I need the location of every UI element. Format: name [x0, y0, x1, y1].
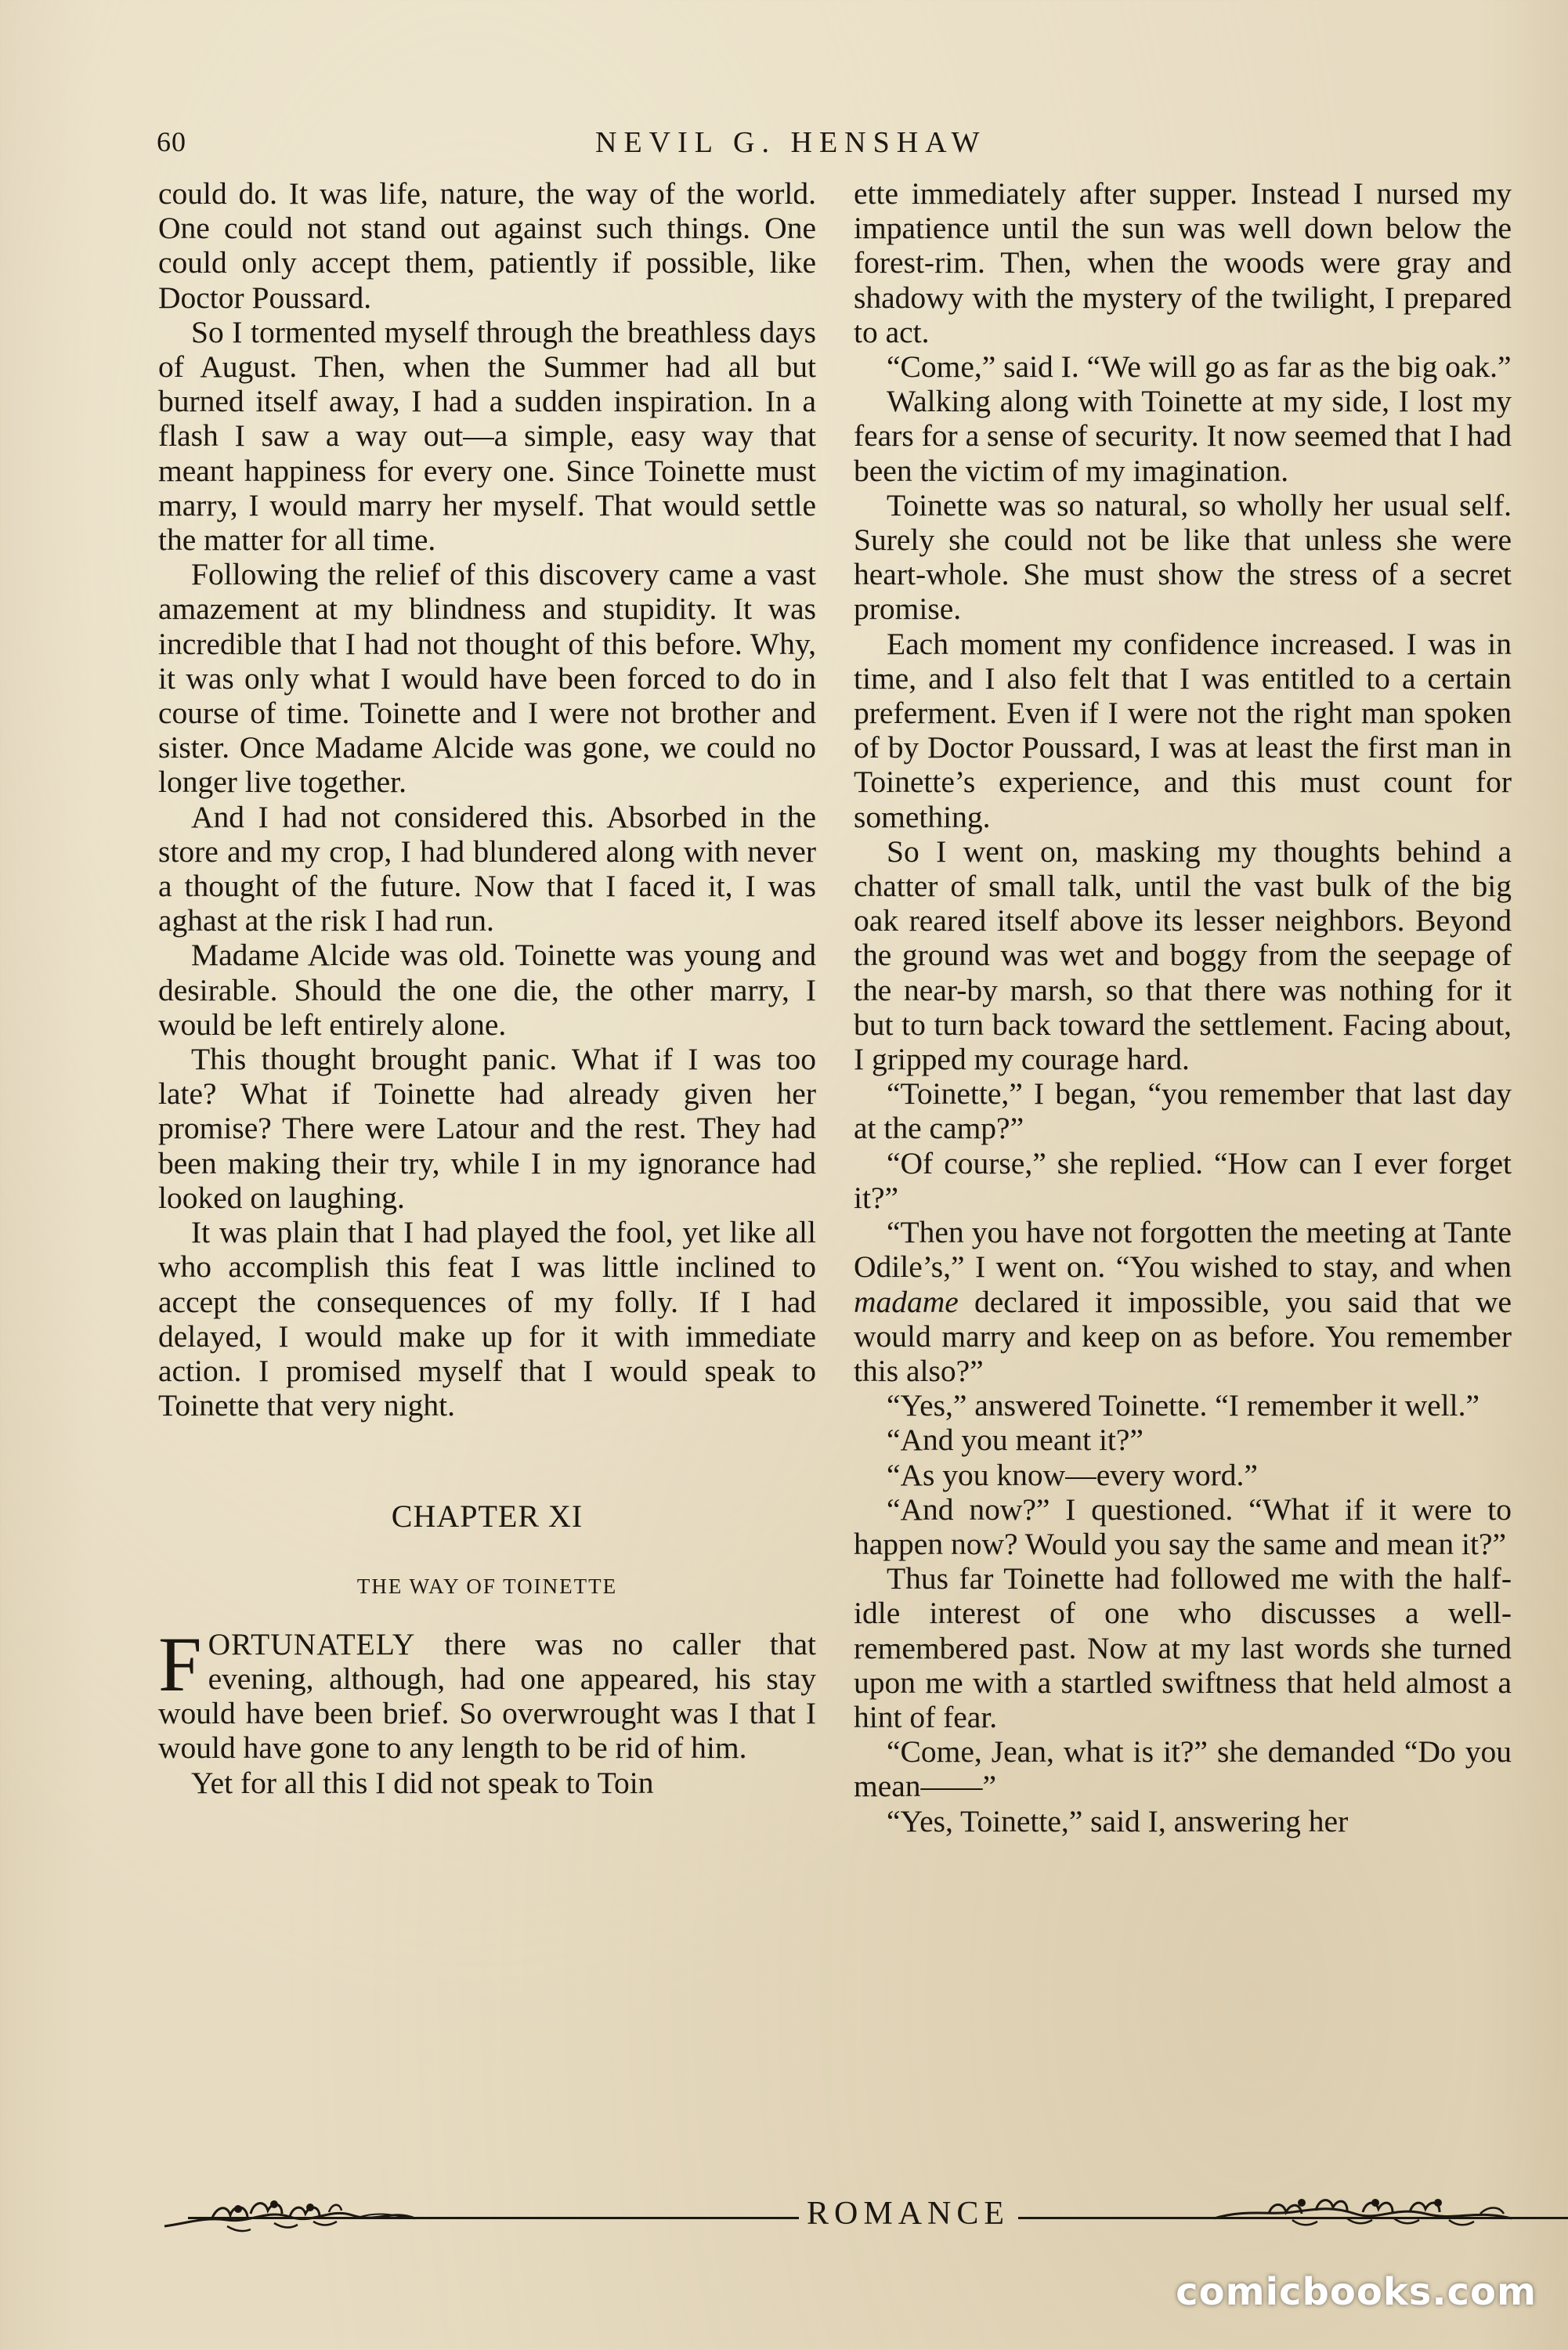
paragraph: “Yes,” answered Toinette. “I remember it well.”: [887, 1388, 1479, 1423]
running-head: [157, 125, 1512, 172]
paragraph: This thought brought panic. What if I was too late? What if Toinette had already given her promise? There were Latour and the rest. They had been making their try, while I in my ignorance had looked on laughing.: [158, 1042, 816, 1215]
vine-ornament-left: [157, 2186, 470, 2240]
right-column: [854, 176, 1512, 1838]
paragraph: Each moment my confidence increased. I was in time, and I also felt that I was entitled to a certain preferment. Even if I were not the right man spoken of by Doctor Poussard, I was at least the first man in Toinette’s experience, and this must count for something.: [854, 626, 1512, 834]
opening-word: ORTUNATELY: [208, 1626, 416, 1661]
chapter-opening-paragraph: [158, 1620, 816, 1766]
paragraph: Madame Alcide was old. Toinette was young and desirable. Should the one die, the other marry, I would be left entirely alone.: [158, 938, 816, 1042]
footer-rule-left: [188, 2217, 799, 2219]
paragraph: “And you meant it?”: [887, 1423, 1143, 1458]
paragraph: “Yes, Toinette,” said I, answering her: [887, 1803, 1349, 1838]
author-running-title: NEVIL G. HENSHAW: [595, 126, 987, 159]
paragraph: Walking along with Toinette at my side, I lost my fears for a sense of security. It now seemed that I had been the victim of my imagination.: [854, 384, 1512, 488]
paragraph: “And now?” I questioned. “What if it were to happen now? Would you say the same and mean it?”: [854, 1491, 1512, 1561]
paragraph: “Of course,” she replied. “How can I ever forget it?”: [854, 1145, 1512, 1215]
chapter-subtitle: THE WAY OF TOINETTE: [356, 1574, 618, 1598]
paragraph: And I had not considered this. Absorbed in the store and my crop, I had blundered along with never a thought of the future. Now that I faced it, I was aghast at the risk I had run.: [158, 799, 816, 938]
paragraph: “Come,” said I. “We will go as far as the big oak.”: [887, 349, 1512, 385]
magazine-title: ROMANCE: [807, 2196, 1010, 2232]
text-run: “Then you have not forgotten the meeting at Tante Odile’s,” I went on. “You wished to stay, and when: [854, 1215, 1512, 1285]
chapter-heading: CHAPTER XI: [391, 1499, 583, 1535]
page-footer: [157, 2186, 1504, 2248]
paragraph: ette immediately after supper. Instead I nursed my impatience until the sun was well down below the forest-rim. Then, when the woods were gray and shadowy with the mystery of the twilight, I prepared to act.: [854, 176, 1512, 349]
vine-ornament-right: [1198, 2186, 1527, 2240]
text-run: declared it impossible, you said that we would marry and keep on as before. You remember this also?”: [854, 1284, 1512, 1388]
paragraph: Thus far Toinette had followed me with the half-idle interest of one who discusses a well-remembered past. Now at my last words she turned upon me with a startled swiftness that held almost a hint of fear.: [854, 1561, 1512, 1734]
paragraph: Yet for all this I did not speak to Toin: [191, 1765, 654, 1800]
paragraph: It was plain that I had played the fool, yet like all who accomplish this feat I was little inclined to accept the consequences of my folly. If I had delayed, I would make up for it with immediate action. I promised myself that I would speak to Toinette that very night.: [158, 1215, 816, 1423]
page-number: 60: [157, 126, 186, 157]
paragraph: “Toinette,” I began, “you remember that last day at the camp?”: [854, 1076, 1512, 1146]
paragraph: Following the relief of this discovery came a vast amazement at my blindness and stupidity. It was incredible that I had not thought of this before. Why, it was only what I would have been forced to do in course of time. Toinette and I were not brother and sister. Once Madame Alcide was gone, we could no longer live together.: [158, 557, 816, 800]
drop-cap: F: [158, 1620, 202, 1708]
site-watermark: comicbooks.com: [1176, 2270, 1537, 2314]
paragraph: could do. It was life, nature, the way of the world. One could not stand out against such things. One could only accept them, patiently if possible, like Doctor Poussard.: [158, 176, 816, 315]
left-column: [158, 176, 816, 1800]
paragraph: “Come, Jean, what is it?” she demanded “Do you mean——”: [854, 1734, 1512, 1804]
paragraph: Toinette was so natural, so wholly her usual self. Surely she could not be like that unless she were heart-whole. She must show the stress of a secret promise.: [854, 487, 1512, 627]
paragraph: “As you know—every word.”: [887, 1457, 1258, 1492]
italic-word: madame: [854, 1284, 959, 1319]
paragraph: [854, 1215, 1512, 1388]
opening-text: there was no caller that evening, although, had one appeared, his stay would have been brief. So overwrought was I that I would have gone to any length to be rid of him.: [158, 1626, 816, 1766]
paragraph: So I went on, masking my thoughts behind a chatter of small talk, until the vast bulk of the big oak reared itself above its lesser neighbors. Beyond the ground was wet and boggy from the seepage of the near-by marsh, so that there was nothing for it but to turn back toward the settlement. Facing about, I gripped my courage hard.: [854, 833, 1512, 1077]
paragraph: So I tormented myself through the breathless days of August. Then, when the Summer had all but burned itself away, I had a sudden inspiration. In a flash I saw a way out—a simple, easy way that meant happiness for every one. Since Toinette must marry, I would marry her myself. That would settle the matter for all time.: [158, 314, 816, 558]
